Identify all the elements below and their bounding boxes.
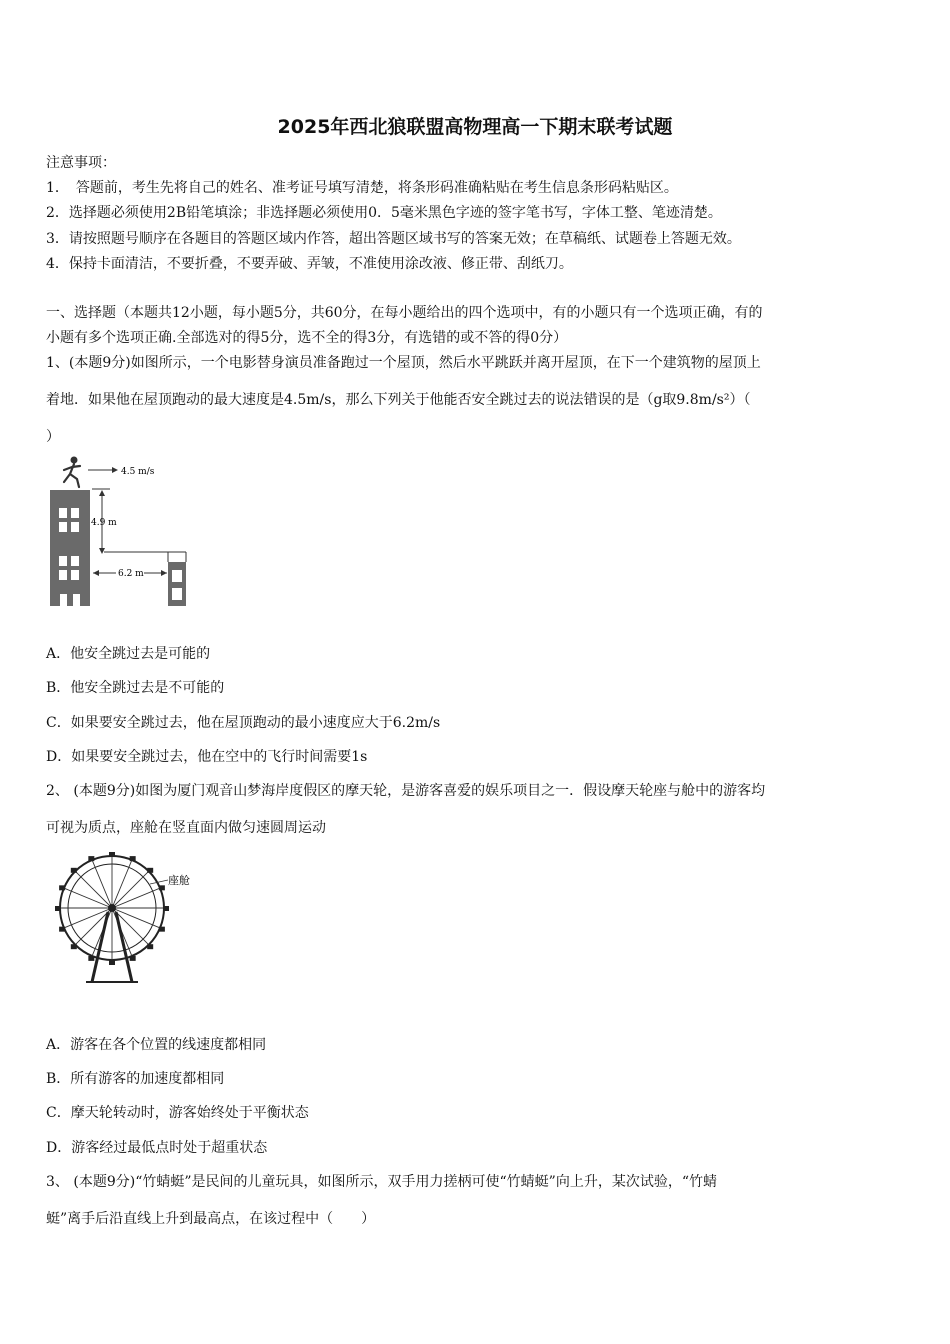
section-heading: 一、选择题（本题共12小题，每小题5分，共60分，在每小题给出的四个选项中，有的小题只有一个选项正确，有的 [46, 305, 763, 321]
cabin-icon [71, 944, 77, 949]
option-a: A．他安全跳过去是可能的 [46, 646, 211, 662]
section-heading-cont: 小题有多个选项正确.全部选对的得5分，选不全的得3分，有选错的或不答的得0分） [46, 330, 568, 346]
cabin-icon [55, 906, 61, 911]
height-label: 4.9 m [91, 518, 117, 528]
notice-item: 2．选择题必须使用2B铅笔填涂；非选择题必须使用0．5毫米黑色字迹的签字笔书写，字体工整、笔迹清楚。 [46, 205, 722, 221]
cabin-label: 座舱 [168, 874, 190, 887]
cabin-icon [159, 885, 165, 890]
cabin-icon [88, 856, 94, 861]
question-2-stem-cont: 可视为质点，座舱在竖直面内做匀速圆周运动 [46, 820, 326, 836]
question-1-stem-end: ） [46, 429, 60, 445]
cabin-icon [130, 856, 136, 861]
distance-label: 6.2 m [118, 569, 144, 579]
notice-item: 4．保持卡面清洁，不要折叠，不要弄破、弄皱，不准使用涂改液、修正带、刮纸刀。 [46, 256, 573, 272]
option-c: C．如果要安全跳过去，他在屋顶跑动的最小速度应大于6.2m/s [46, 715, 441, 731]
cabin-icon [109, 852, 115, 857]
option-b: B．所有游客的加速度都相同 [46, 1071, 225, 1087]
cabin-icon [130, 956, 136, 961]
cabin-icon [147, 944, 153, 949]
notice-heading: 注意事项： [46, 155, 116, 171]
question-1-figure [44, 452, 196, 612]
cabin-icon [147, 868, 153, 873]
ferris-wheel-icon [55, 852, 169, 982]
cabin-icon [88, 956, 94, 961]
option-d: D．如果要安全跳过去，他在空中的飞行时间需要1s [46, 749, 368, 765]
cabin-icon [163, 906, 169, 911]
cabin-icon [159, 927, 165, 932]
question-1-stem-cont: 着地．如果他在屋顶跑动的最大速度是4.5m/s，那么下列关于他能否安全跳过去的说法错误的是（g取9.8m/s²）（ [46, 392, 751, 408]
question-1-stem: 1、(本题9分)如图所示，一个电影替身演员准备跑过一个屋顶，然后水平跳跃并离开屋顶，在下一个建筑物的屋顶上 [46, 355, 761, 371]
option-b: B．他安全跳过去是不可能的 [46, 680, 225, 696]
left-building [50, 490, 90, 606]
cabin-icon [109, 960, 115, 965]
runner-icon [64, 457, 80, 488]
notice-item: 3．请按照题号顺序在各题目的答题区域内作答，超出答题区域书写的答案无效；在草稿纸、试题卷上答题无效。 [46, 231, 741, 247]
cabin-icon [59, 885, 65, 890]
option-a: A．游客在各个位置的线速度都相同 [46, 1037, 267, 1053]
speed-label: 4.5 m/s [121, 467, 155, 477]
question-2-figure [52, 848, 212, 988]
option-d: D．游客经过最低点时处于超重状态 [46, 1140, 268, 1156]
question-3-stem-cont: 蜓”离手后沿直线上升到最高点，在该过程中（ ） [46, 1211, 376, 1227]
option-c: C．摩天轮转动时，游客始终处于平衡状态 [46, 1105, 309, 1121]
cabin-icon [71, 868, 77, 873]
page-title: 2025年西北狼联盟高物理高一下期末联考试题 [277, 116, 673, 138]
question-2-stem: 2、 (本题9分)如图为厦门观音山梦海岸度假区的摩天轮，是游客喜爱的娱乐项目之一．假设摩天轮座与舱中的游客均 [46, 783, 766, 799]
question-3-stem: 3、 (本题9分)“竹蜻蜓”是民间的儿童玩具，如图所示，双手用力搓柄可使“竹蜻蜓”向上升，某次试验，“竹蜻 [46, 1174, 717, 1190]
notice-item: 1． 答题前，考生先将自己的姓名、准考证号填写清楚，将条形码准确粘贴在考生信息条形码粘贴区。 [46, 180, 678, 196]
cabin-icon [59, 927, 65, 932]
